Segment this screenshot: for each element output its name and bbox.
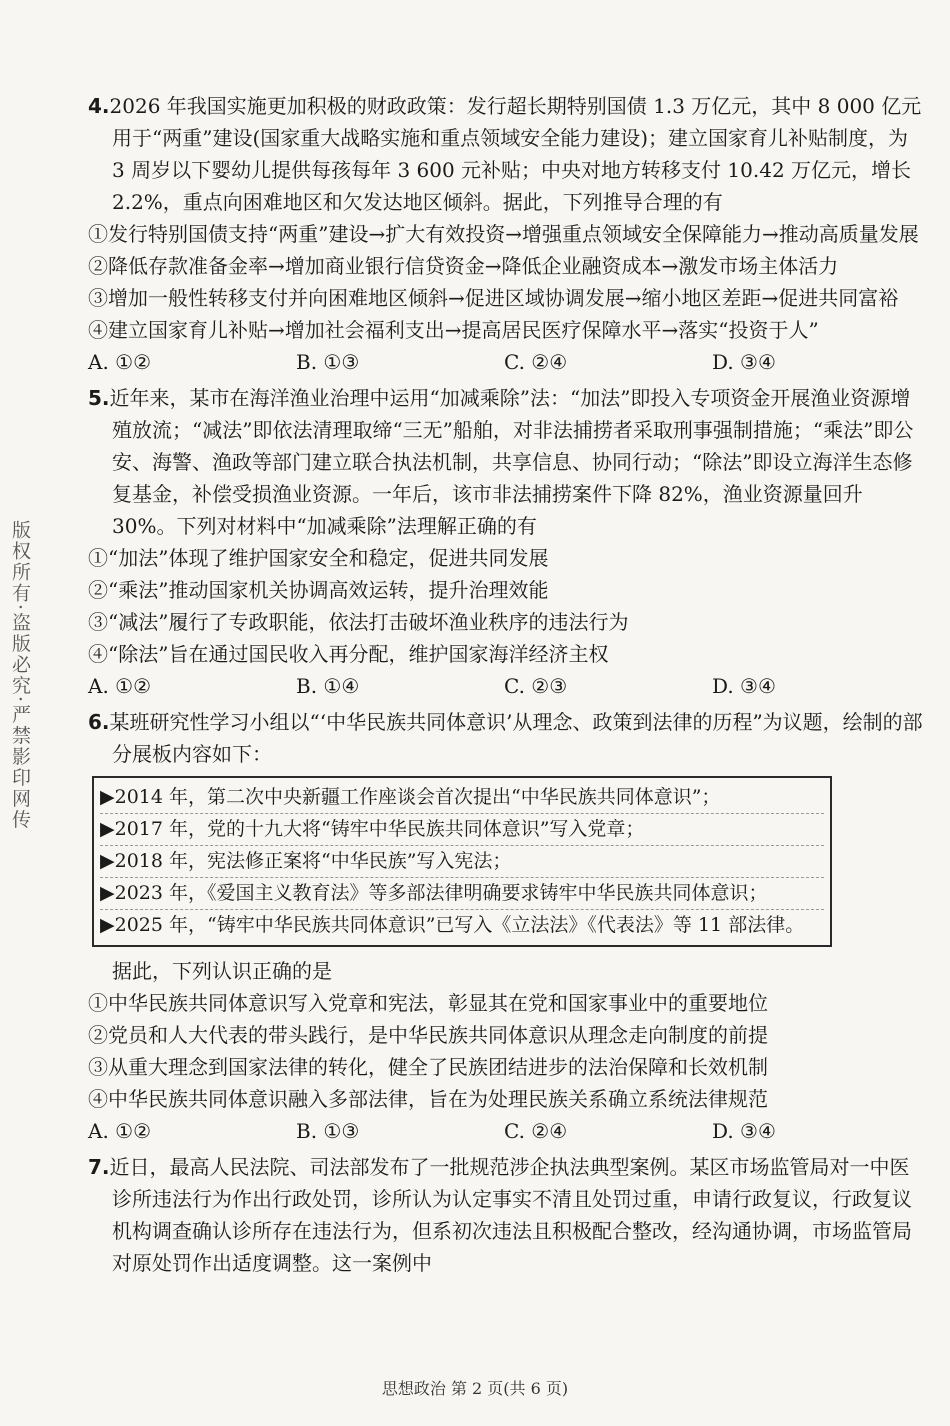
choice-c: C. ②③ bbox=[504, 674, 568, 698]
question-stem: 某班研究性学习小组以“‘中华民族共同体意识’从理念、政策到法律的历程”为议题，绘制的部分展板内容如下： bbox=[109, 710, 923, 766]
question-stem: 近年来，某市在海洋渔业治理中运用“加减乘除”法：“加法”即投入专项资金开展渔业资源增殖放流；“减法”即依法清理取缔“三无”船舶，对非法捕捞者采取刑事强制措施；“乘法”即公安、海警、渔政等部门建立联合执法机制，共享信息、协同行动；“除法”即设立海洋生态修复基金，补偿受损渔业资源。一年后，该市非法捕捞案件下降 82%，渔业资源量回升 30%。下列对材料中“加减乘除”法理解正确的有 bbox=[109, 386, 914, 538]
question-number: 4. bbox=[88, 94, 110, 118]
choice-d: D. ③④ bbox=[712, 350, 776, 374]
answer-choices bbox=[88, 670, 924, 702]
answer-choices bbox=[88, 1115, 924, 1147]
question-stem: 近日，最高人民法院、司法部发布了一批规范涉企执法典型案例。某区市场监管局对一中医诊所违法行为作出行政处罚，诊所认为认定事实不清且处罚过重，申请行政复议，行政复议机构调查确认诊所存在违法行为，但系初次违法且积极配合整改，经沟通协调，市场监管局对原处罚作出适度调整。这一案例中 bbox=[109, 1155, 912, 1275]
statement-2: ②降低存款准备金率→增加商业银行信贷资金→降低企业融资成本→激发市场主体活力 bbox=[88, 254, 839, 278]
choice-c: C. ②④ bbox=[504, 350, 568, 374]
question-content bbox=[88, 90, 924, 1279]
question-number: 7. bbox=[88, 1155, 110, 1179]
choice-a: A. ①② bbox=[88, 350, 152, 374]
statement-3: ③从重大理念到国家法律的转化，健全了民族团结进步的法治保障和长效机制 bbox=[88, 1055, 768, 1079]
choice-a: A. ①② bbox=[88, 1119, 152, 1143]
choice-b: B. ①③ bbox=[296, 1119, 360, 1143]
choice-d: D. ③④ bbox=[712, 1119, 776, 1143]
board-line: ▶2014 年，第二次中央新疆工作座谈会首次提出“中华民族共同体意识”； bbox=[100, 782, 824, 814]
question-lead: 据此，下列认识正确的是 bbox=[112, 959, 332, 983]
choice-a: A. ①② bbox=[88, 674, 152, 698]
question-number: 6. bbox=[88, 710, 110, 734]
choice-b: B. ①④ bbox=[296, 674, 360, 698]
display-board-box bbox=[92, 776, 832, 947]
statement-4: ④中华民族共同体意识融入多部法律，旨在为处理民族关系确立系统法律规范 bbox=[88, 1087, 768, 1111]
question-6 bbox=[88, 706, 924, 1147]
statement-4: ④“除法”旨在通过国民收入再分配，维护国家海洋经济主权 bbox=[88, 642, 609, 666]
statement-1: ①“加法”体现了维护国家安全和稳定，促进共同发展 bbox=[88, 546, 549, 570]
board-line: ▶2025 年，“铸牢中华民族共同体意识”已写入《立法法》《代表法》等 11 部法律。 bbox=[100, 914, 805, 936]
choice-c: C. ②④ bbox=[504, 1119, 568, 1143]
statement-1: ①发行特别国债支持“两重”建设→扩大有效投资→增强重点领域安全保障能力→推动高质量发展 bbox=[88, 222, 919, 246]
choice-d: D. ③④ bbox=[712, 674, 776, 698]
statement-4: ④建立国家育儿补贴→增加社会福利支出→提高居民医疗保障水平→落实“投资于人” bbox=[88, 318, 819, 342]
board-line: ▶2018 年，宪法修正案将“中华民族”写入宪法； bbox=[100, 846, 824, 878]
answer-choices bbox=[88, 346, 924, 378]
copyright-side-note: 版权所有·盗版必究·严禁影印网传 bbox=[9, 520, 31, 831]
page-footer: 思想政治 第 2 页(共 6 页) bbox=[381, 1379, 569, 1398]
board-line: ▶2017 年，党的十九大将“铸牢中华民族共同体意识”写入党章； bbox=[100, 814, 824, 846]
question-number: 5. bbox=[88, 386, 110, 410]
statement-3: ③“减法”履行了专政职能，依法打击破坏渔业秩序的违法行为 bbox=[88, 610, 629, 634]
board-line: ▶2023 年，《爱国主义教育法》等多部法律明确要求铸牢中华民族共同体意识； bbox=[100, 878, 824, 910]
question-stem: 2026 年我国实施更加积极的财政政策：发行超长期特别国债 1.3 万亿元，其中 8 000 亿元用于“两重”建设(国家重大战略实施和重点领域安全能力建设)；建立国家育儿补贴制度，为 3 周岁以下婴幼儿提供每孩每年 3 600 元补贴；中央对地方转移支付 10.42 万亿元，增长 2.2%，重点向困难地区和欠发达地区倾斜。据此，下列推导合理的有 bbox=[109, 94, 922, 214]
statement-3: ③增加一般性转移支付并向困难地区倾斜→促进区域协调发展→缩小地区差距→促进共同富裕 bbox=[88, 286, 899, 310]
question-4 bbox=[88, 90, 924, 378]
statement-2: ②“乘法”推动国家机关协调高效运转，提升治理效能 bbox=[88, 578, 549, 602]
statement-1: ①中华民族共同体意识写入党章和宪法，彰显其在党和国家事业中的重要地位 bbox=[88, 991, 768, 1015]
question-5 bbox=[88, 382, 924, 702]
statement-2: ②党员和人大代表的带头践行，是中华民族共同体意识从理念走向制度的前提 bbox=[88, 1023, 768, 1047]
choice-b: B. ①③ bbox=[296, 350, 360, 374]
question-7 bbox=[88, 1151, 924, 1279]
